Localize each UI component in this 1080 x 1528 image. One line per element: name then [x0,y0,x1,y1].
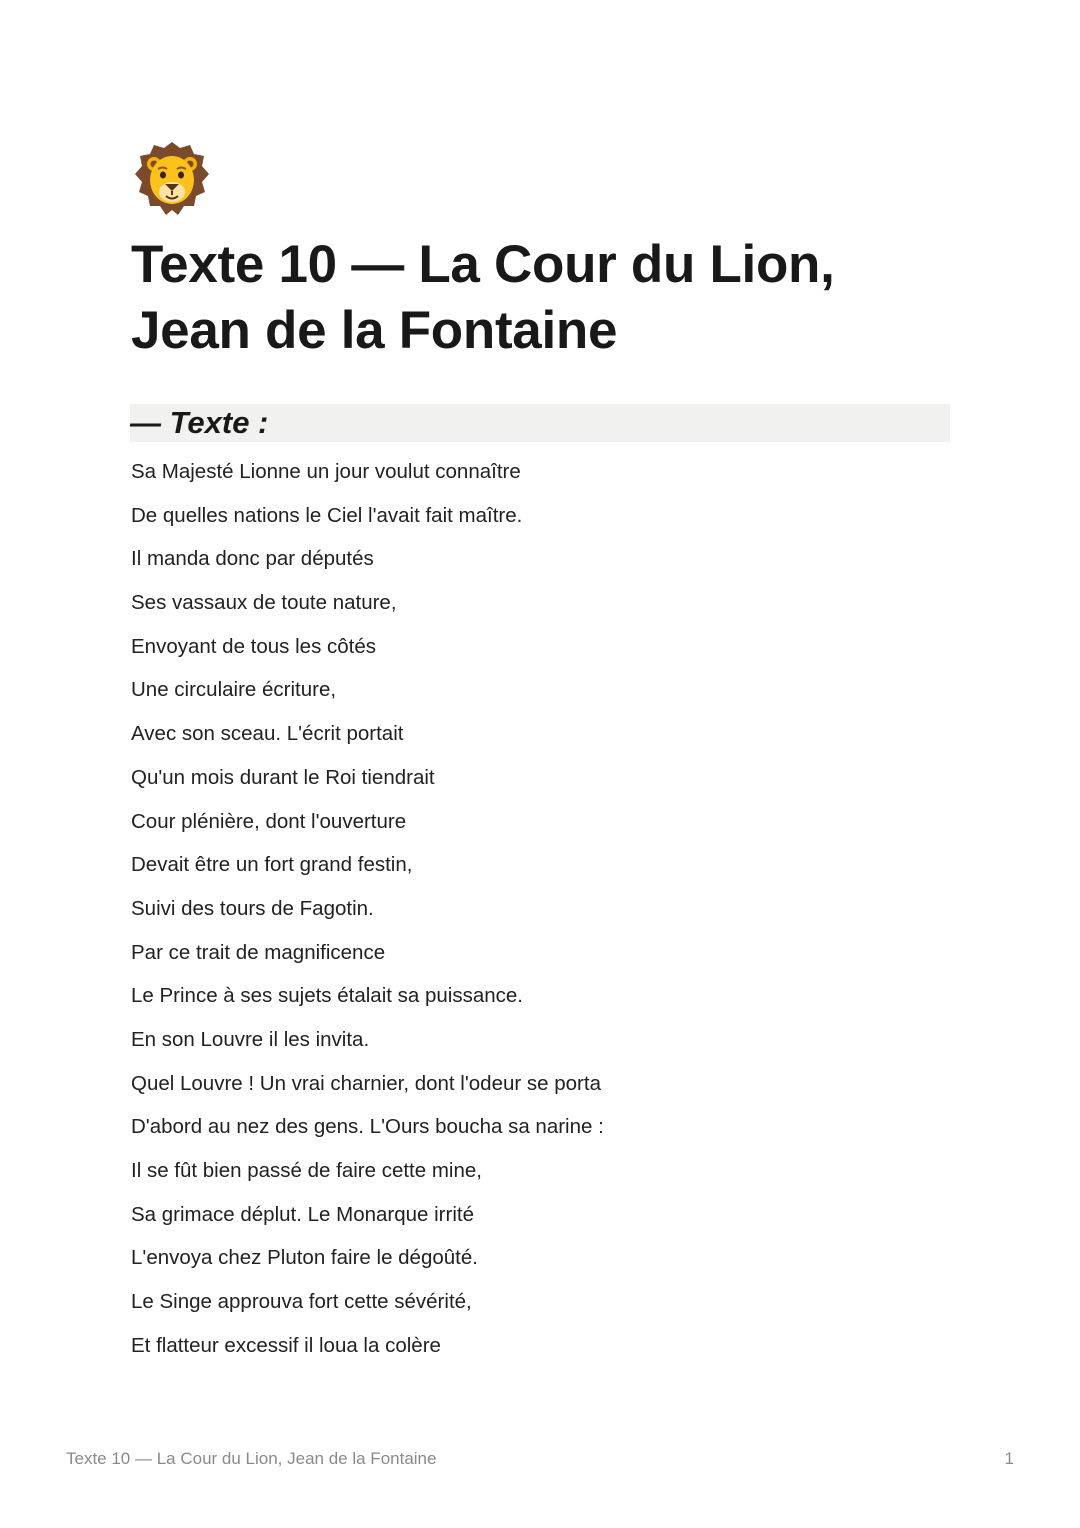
page-title-line-1: Texte 10 — La Cour du Lion, [131,235,835,294]
verse-line: D'abord au nez des gens. L'Ours boucha sa narine : [131,1115,604,1139]
page-title-line-2: Jean de la Fontaine [131,301,618,360]
verse-line: Le Prince à ses sujets étalait sa puissance. [131,984,523,1008]
verse-line: Suivi des tours de Fagotin. [131,896,374,920]
verse-line: Sa grimace déplut. Le Monarque irrité [131,1202,474,1226]
verse-line: Devait être un fort grand festin, [131,853,413,877]
page-title [131,232,951,364]
verse-line: Cour plénière, dont l'ouverture [131,809,407,833]
verse-line: Et flatteur excessif il loua la colère [131,1333,441,1357]
verse-line: De quelles nations le Ciel l'avait fait maître. [131,503,523,527]
verse-line: Envoyant de tous les côtés [131,634,377,658]
page-number: 1 [1004,1449,1014,1468]
verse-line: Ses vassaux de toute nature, [131,591,397,615]
verse-line: Il se fût bien passé de faire cette mine, [131,1159,482,1182]
verse-line: Par ce trait de magnificence [131,940,386,964]
lion-face-icon [134,140,210,218]
verse-line: Il manda donc par députés [131,547,374,571]
verse-line: Quel Louvre ! Un vrai charnier, dont l'odeur se porta [131,1071,601,1095]
verse-line: L'envoya chez Pluton faire le dégoûté. [131,1246,478,1270]
verse-line: En son Louvre il les invita. [131,1027,370,1051]
footer-document-title: Texte 10 — La Cour du Lion, Jean de la Fontaine [66,1449,437,1468]
verse-line: Qu'un mois durant le Roi tiendrait [131,765,435,789]
verse-line: Avec son sceau. L'écrit portait [131,722,404,746]
verse-line: Une circulaire écriture, [131,678,337,702]
section-heading-texte: — Texte : [130,404,950,442]
verse-line: Sa Majesté Lionne un jour voulut connaître [131,460,521,483]
verse-line: Le Singe approuva fort cette sévérité, [131,1290,472,1314]
poem-verses [131,450,951,1367]
